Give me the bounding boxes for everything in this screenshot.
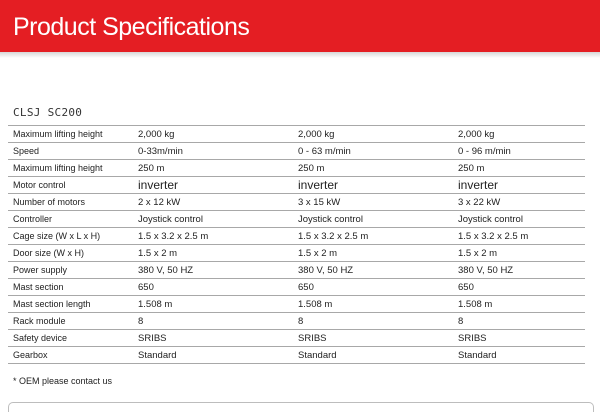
cell-value: 1.508 m (453, 296, 585, 313)
cell-value: 1.508 m (133, 296, 293, 313)
spec-row-max-lifting-height (8, 160, 585, 177)
row-label: Gearbox (8, 347, 133, 364)
cell-value: 1.5 x 3.2 x 2.5 m (133, 228, 293, 245)
cell-value: 1.5 x 3.2 x 2.5 m (293, 228, 453, 245)
spec-table (8, 125, 585, 364)
spec-row-mast-section-length (8, 296, 585, 313)
spec-row-mast-section (8, 279, 585, 296)
cell-value: SRIBS (133, 330, 293, 347)
row-label: Cage size (W x L x H) (8, 228, 133, 245)
cell-value: 1.5 x 2 m (293, 245, 453, 262)
footnote: * OEM please contact us (13, 376, 113, 386)
cell-value: 250 m (293, 160, 453, 177)
row-label: Maximum lifting height (8, 160, 133, 177)
cell-value: 8 (453, 313, 585, 330)
cell-value: 8 (293, 313, 453, 330)
spec-row-safety-device (8, 330, 585, 347)
page-title: Product Specifications (13, 13, 250, 41)
model-name: CLSJ SC200 (13, 106, 83, 119)
spec-row-max-lifting-weight (8, 126, 585, 143)
row-label: Maximum lifting height (8, 126, 133, 143)
cell-value: inverter (293, 177, 453, 194)
cell-value: inverter (133, 177, 293, 194)
cell-value: 250 m (133, 160, 293, 177)
cell-value: 380 V, 50 HZ (453, 262, 585, 279)
cell-value: 2,000 kg (133, 126, 293, 143)
row-label: Mast section (8, 279, 133, 296)
row-label: Motor control (8, 177, 133, 194)
spec-row-door-size (8, 245, 585, 262)
row-label: Controller (8, 211, 133, 228)
spec-row-controller (8, 211, 585, 228)
row-label: Number of motors (8, 194, 133, 211)
row-label: Power supply (8, 262, 133, 279)
cell-value: 0 - 96 m/min (453, 143, 585, 160)
cell-value: 0-33m/min (133, 143, 293, 160)
cell-value: Joystick control (453, 211, 585, 228)
cell-value: 3 x 15 kW (293, 194, 453, 211)
cell-value: 380 V, 50 HZ (293, 262, 453, 279)
spec-row-number-of-motors (8, 194, 585, 211)
cell-value: 1.5 x 3.2 x 2.5 m (453, 228, 585, 245)
cell-value: inverter (453, 177, 585, 194)
cell-value: 650 (133, 279, 293, 296)
header-banner (0, 0, 600, 52)
cell-value: Standard (293, 347, 453, 364)
row-label: Safety device (8, 330, 133, 347)
cell-value: 2 x 12 kW (133, 194, 293, 211)
cell-value: Joystick control (293, 211, 453, 228)
row-label: Speed (8, 143, 133, 160)
cell-value: 3 x 22 kW (453, 194, 585, 211)
cell-value: 2,000 kg (453, 126, 585, 143)
cell-value: 380 V, 50 HZ (133, 262, 293, 279)
cell-value: 650 (453, 279, 585, 296)
cell-value: 8 (133, 313, 293, 330)
row-label: Mast section length (8, 296, 133, 313)
cell-value: 250 m (453, 160, 585, 177)
cell-value: 1.5 x 2 m (453, 245, 585, 262)
spec-row-rack-module (8, 313, 585, 330)
cell-value: 2,000 kg (293, 126, 453, 143)
cell-value: 1.508 m (293, 296, 453, 313)
spec-row-gearbox (8, 347, 585, 364)
row-label: Rack module (8, 313, 133, 330)
cell-value: SRIBS (453, 330, 585, 347)
cell-value: 650 (293, 279, 453, 296)
cell-value: 0 - 63 m/min (293, 143, 453, 160)
cell-value: Standard (133, 347, 293, 364)
cell-value: SRIBS (293, 330, 453, 347)
spec-row-speed (8, 143, 585, 160)
cell-value: 1.5 x 2 m (133, 245, 293, 262)
header-shadow (0, 52, 600, 58)
row-label: Door size (W x H) (8, 245, 133, 262)
cell-value: Standard (453, 347, 585, 364)
spec-row-motor-control (8, 177, 585, 194)
cell-value: Joystick control (133, 211, 293, 228)
spec-row-power-supply (8, 262, 585, 279)
spec-row-cage-size (8, 228, 585, 245)
